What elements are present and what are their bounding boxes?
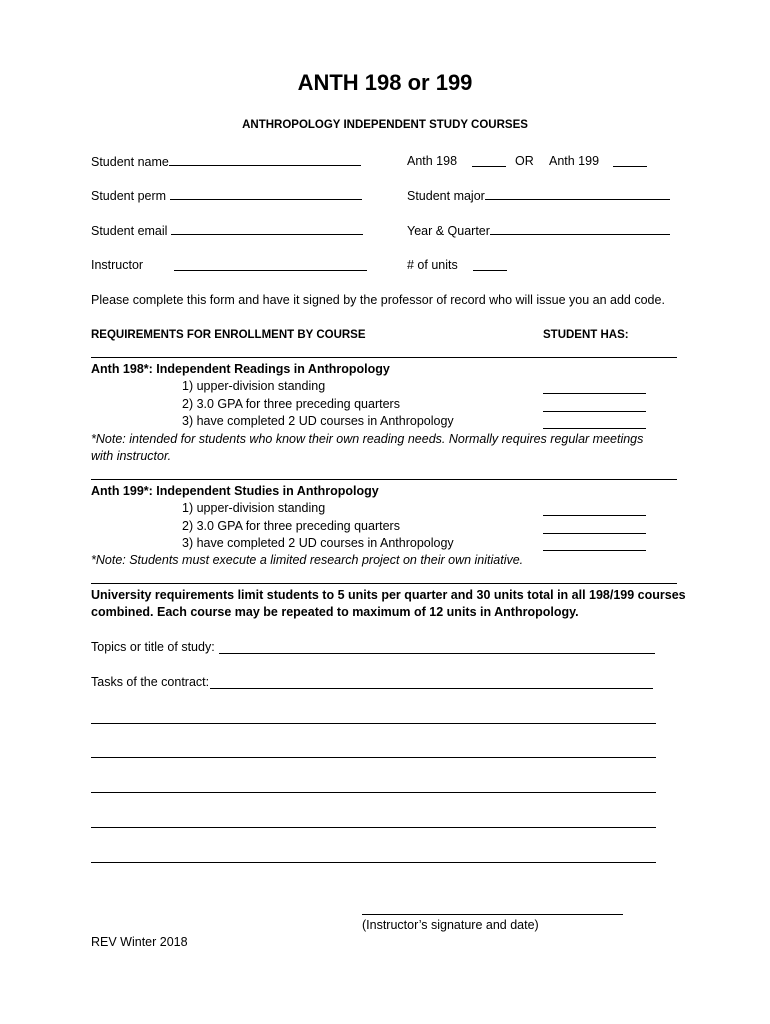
units-field[interactable] — [473, 258, 507, 271]
anth198-check-2[interactable] — [543, 411, 646, 412]
anth198-check-1[interactable] — [543, 393, 646, 394]
instructor-row — [91, 257, 143, 273]
anth199-note: *Note: Students must execute a limited research project on their own initiative. — [91, 553, 524, 567]
instructions-text: Please complete this form and have it signed by the professor of record who will issue you an add code. — [91, 293, 665, 307]
student-name-row — [91, 153, 361, 170]
anth199-field[interactable] — [613, 154, 647, 167]
student-major-field[interactable] — [485, 187, 670, 200]
signature-label: (Instructor’s signature and date) — [362, 918, 539, 932]
topics-field[interactable] — [219, 653, 655, 654]
anth198-req-3: 3) have completed 2 UD courses in Anthropology — [182, 414, 454, 428]
anth199-check-1[interactable] — [543, 515, 646, 516]
topics-row — [91, 639, 215, 655]
year-quarter-label: Year & Quarter — [407, 224, 490, 238]
tasks-line-3[interactable] — [91, 792, 656, 793]
anth199-req-2: 2) 3.0 GPA for three preceding quarters — [182, 519, 400, 533]
divider — [91, 583, 677, 584]
anth199-check-2[interactable] — [543, 533, 646, 534]
anth198-label: Anth 198 — [407, 154, 458, 168]
tasks-line-1[interactable] — [91, 723, 656, 724]
student-major-row — [407, 187, 670, 204]
revision-label: REV Winter 2018 — [91, 935, 188, 949]
student-perm-field[interactable] — [170, 187, 362, 200]
form-subtitle: ANTHROPOLOGY INDEPENDENT STUDY COURSES — [242, 119, 528, 131]
anth199-req-3: 3) have completed 2 UD courses in Anthropology — [182, 536, 454, 550]
tasks-row — [91, 674, 209, 690]
anth199-label: Anth 199 — [549, 154, 600, 168]
divider — [91, 479, 677, 480]
or-label: OR — [515, 154, 534, 168]
student-perm-row — [91, 187, 362, 204]
tasks-line-4[interactable] — [91, 827, 656, 828]
student-perm-label: Student perm — [91, 189, 167, 203]
anth198-req-1: 1) upper-division standing — [182, 379, 326, 393]
tasks-line-5[interactable] — [91, 862, 656, 863]
units-row — [407, 257, 458, 273]
student-email-label: Student email — [91, 224, 168, 238]
topics-label: Topics or title of study: — [91, 640, 215, 654]
university-requirements-line2: combined. Each course may be repeated to maximum of 12 units in Anthropology. — [91, 605, 579, 619]
student-name-field[interactable] — [169, 153, 361, 166]
student-email-row — [91, 222, 363, 239]
university-requirements-line1: University requirements limit students to 5 units per quarter and 30 units total in all 198/199 courses — [91, 588, 686, 602]
anth198-req-2: 2) 3.0 GPA for three preceding quarters — [182, 397, 400, 411]
student-major-label: Student major — [407, 189, 485, 203]
student-name-label: Student name — [91, 155, 169, 169]
divider — [91, 357, 677, 358]
form-title: ANTH 198 or 199 — [297, 70, 473, 95]
anth198-note-line2: with instructor. — [91, 449, 172, 463]
anth198-check-3[interactable] — [543, 428, 646, 429]
tasks-label: Tasks of the contract: — [91, 675, 210, 689]
anth198-field[interactable] — [472, 154, 506, 167]
anth198-heading: Anth 198*: Independent Readings in Anthropology — [91, 362, 390, 376]
student-has-header: STUDENT HAS: — [543, 329, 629, 341]
units-label: # of units — [407, 258, 458, 272]
tasks-line-2[interactable] — [91, 757, 656, 758]
student-email-field[interactable] — [171, 222, 363, 235]
instructor-field[interactable] — [174, 258, 367, 271]
requirements-header: REQUIREMENTS FOR ENROLLMENT BY COURSE — [91, 329, 366, 341]
signature-line[interactable] — [362, 914, 623, 915]
anth199-check-3[interactable] — [543, 550, 646, 551]
course-choice-row — [407, 153, 457, 169]
year-quarter-field[interactable] — [490, 222, 670, 235]
anth198-note-line1: *Note: intended for students who know their own reading needs. Normally requires regular meetings — [91, 432, 644, 446]
instructor-label: Instructor — [91, 258, 144, 272]
anth199-req-1: 1) upper-division standing — [182, 501, 326, 515]
tasks-field[interactable] — [210, 688, 653, 689]
year-quarter-row — [407, 222, 670, 239]
anth199-heading: Anth 199*: Independent Studies in Anthropology — [91, 484, 379, 498]
